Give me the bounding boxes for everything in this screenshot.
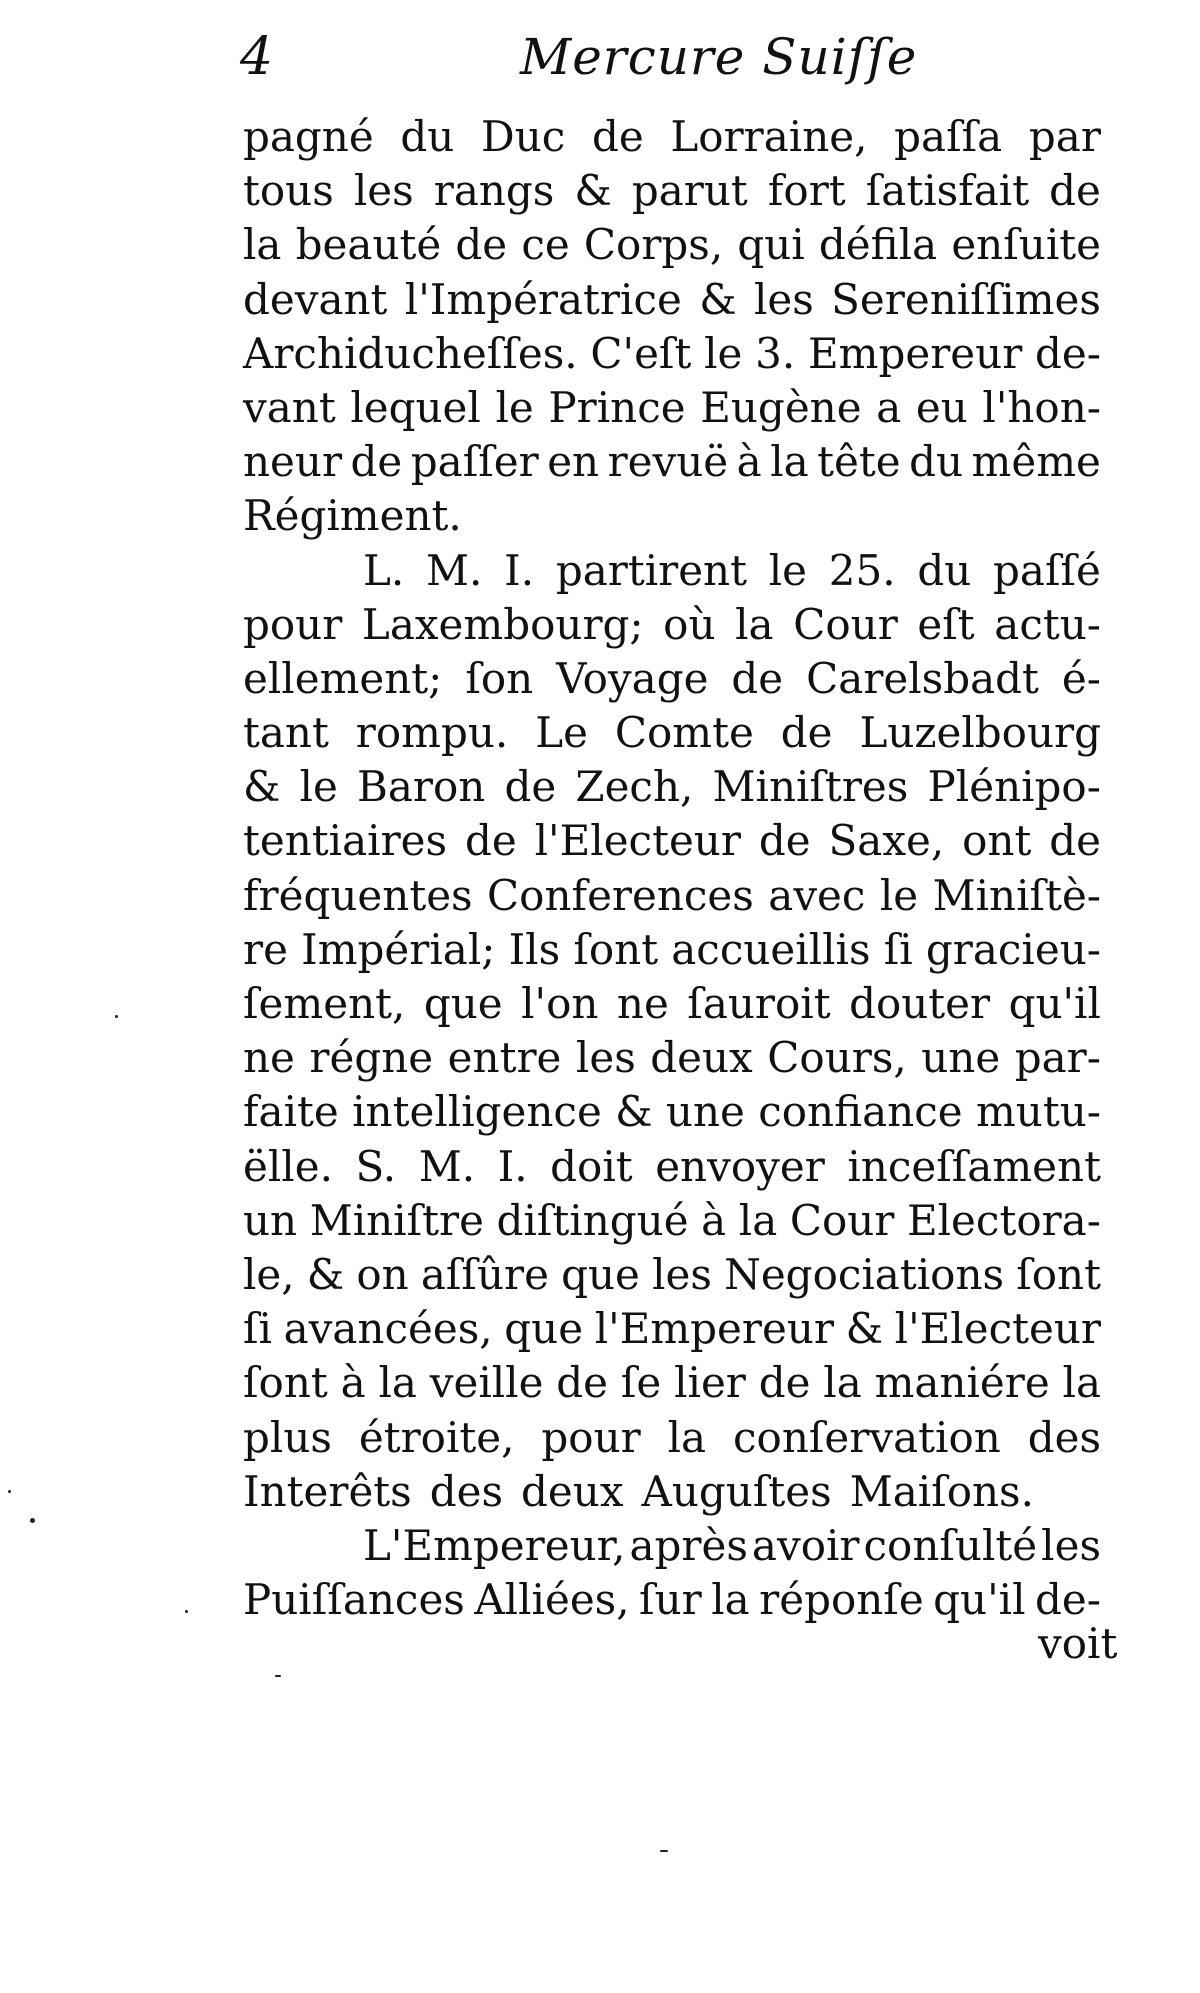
body-text: [243, 110, 1101, 1627]
text-line: L'Empereur, après avoir conſulté les: [363, 1520, 1101, 1570]
text-line: vant lequel le Prince Eugène a eu l'hon-: [243, 382, 1101, 432]
page-number: 4: [240, 27, 274, 87]
text-line: Régiment.: [243, 491, 462, 541]
text-line: ëlle. S. M. I. doit envoyer inceſſament: [243, 1141, 1101, 1191]
text-line: & le Baron de Zech, Miniſtres Plénipo-: [243, 762, 1101, 812]
text-line: fréquentes Conferences avec le Miniſtè-: [243, 870, 1101, 920]
text-line: L. M. I. partirent le 25. du paſſé: [363, 545, 1101, 595]
text-line: ellement; ſon Voyage de Carelsbadt é-: [243, 653, 1101, 703]
text-line: Puiſſances Alliées, ſur la réponſe qu'il de-: [243, 1575, 1101, 1625]
text-line: tant rompu. Le Comte de Luzelbourg: [243, 708, 1101, 758]
ink-speck: [185, 1610, 188, 1613]
running-title: Mercure Suiſſe: [520, 28, 918, 86]
text-line: plus étroite, pour la conſervation des: [243, 1412, 1101, 1462]
text-line: la beauté de ce Corps, qui défila enſuite: [243, 220, 1101, 270]
ink-speck: [660, 1850, 668, 1852]
ink-speck: [8, 1490, 11, 1493]
text-line: re Impérial; Ils ſont accueillis ſi gracieu-: [243, 924, 1101, 974]
text-line: faite intelligence & une confiance mutu-: [243, 1087, 1101, 1137]
text-line: un Miniſtre diſtingué à la Cour Electora-: [243, 1195, 1101, 1245]
ink-speck: [275, 1675, 281, 1677]
running-head: [240, 22, 1120, 92]
text-line: le, & on aſſûre que les Negociations ſont: [243, 1249, 1101, 1299]
text-line: Archiducheſſes. C'eſt le 3. Empereur de-: [243, 328, 1101, 378]
text-line: ſi avancées, que l'Empereur & l'Electeur: [243, 1304, 1101, 1354]
text-line: tous les rangs & parut fort ſatisfait de: [243, 166, 1101, 216]
text-line: neur de paſſer en revuë à la tête du même: [243, 437, 1101, 487]
text-line: ſement, que l'on ne ſauroit douter qu'il: [243, 979, 1101, 1028]
text-line: pagné du Duc de Lorraine, paſſa par: [243, 112, 1101, 161]
ink-speck: [30, 1518, 35, 1523]
text-line: ne régne entre les deux Cours, une par-: [243, 1033, 1101, 1083]
text-line: ſont à la veille de ſe lier de la maniére la: [243, 1358, 1101, 1408]
catchword: voit: [1038, 1619, 1118, 1668]
text-line: pour Laxembourg; où la Cour eſt actu-: [243, 599, 1101, 649]
text-line: devant l'Impératrice & les Sereniſſimes: [243, 274, 1101, 324]
ink-speck: [115, 1015, 118, 1018]
text-line: Interêts des deux Auguſtes Maiſons.: [243, 1466, 1034, 1516]
text-line: tentiaires de l'Electeur de Saxe, ont de: [243, 816, 1101, 866]
